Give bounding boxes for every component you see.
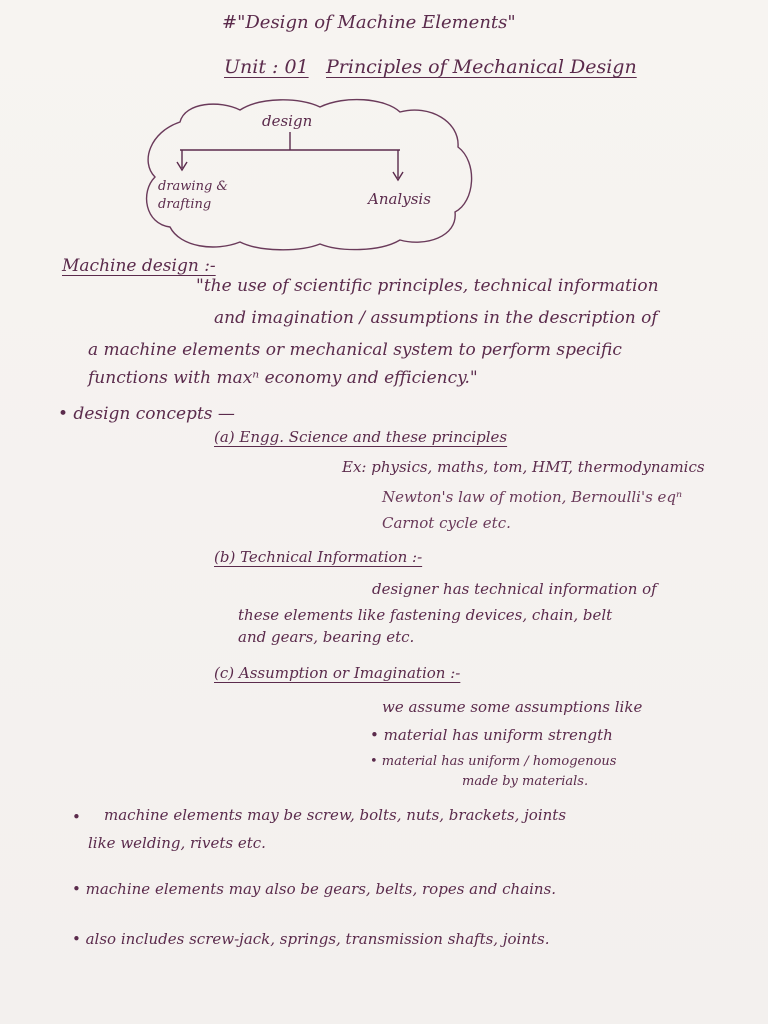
concept-b-line-1: designer has technical information of — [372, 580, 657, 598]
concept-c-line-3: • material has uniform / homogenous — [370, 754, 617, 769]
definition-line-3: a machine elements or mechanical system to perform specific — [88, 340, 622, 360]
unit-title: Principles of Mechanical Design — [326, 56, 637, 78]
definition-line-4: functions with maxⁿ economy and efficiency." — [88, 368, 478, 388]
bullet-line-1b: like welding, rivets etc. — [88, 834, 266, 852]
bullet-line-1: machine elements may be screw, bolts, nuts, brackets, joints — [104, 806, 567, 824]
bullet-line-3: • also includes screw-jack, springs, transmission shafts, joints. — [72, 930, 550, 948]
bullet-dot-1: • — [72, 808, 81, 826]
concept-c-line-2: • material has uniform strength — [370, 726, 613, 744]
machine-design-heading: Machine design :- — [62, 256, 216, 276]
diagram-left-label: drawing & drafting — [158, 179, 228, 212]
concept-a-example-3: Carnot cycle etc. — [382, 514, 511, 532]
unit-number: Unit : 01 — [224, 56, 309, 78]
concept-c-line-4: made by materials. — [462, 774, 589, 789]
bullet-line-2: • machine elements may also be gears, belts, ropes and chains. — [72, 880, 557, 898]
concept-a-example-2: Newton's law of motion, Bernoulli's eqⁿ — [382, 488, 683, 506]
concept-b-line-2: these elements like fastening devices, chain, belt — [238, 606, 613, 624]
concept-a-example-1: Ex: physics, maths, tom, HMT, thermodynamics — [342, 458, 705, 476]
design-concepts-heading: • design concepts — — [58, 404, 235, 424]
concept-c-label: (c) Assumption or Imagination :- — [214, 664, 461, 682]
concept-b-line-3: and gears, bearing etc. — [238, 628, 415, 646]
definition-line-1: "the use of scientific principles, technical information — [196, 276, 659, 296]
concept-b-label: (b) Technical Information :- — [214, 548, 423, 566]
concept-a-label: (a) Engg. Science and these principles — [214, 428, 508, 446]
concept-c-line-1: we assume some assumptions like — [382, 698, 643, 716]
diagram-right-label: Analysis — [368, 190, 431, 208]
page-title: #"Design of Machine Elements" — [222, 12, 516, 33]
definition-line-2: and imagination / assumptions in the description of — [214, 308, 658, 328]
diagram-root-label: design — [262, 112, 313, 130]
